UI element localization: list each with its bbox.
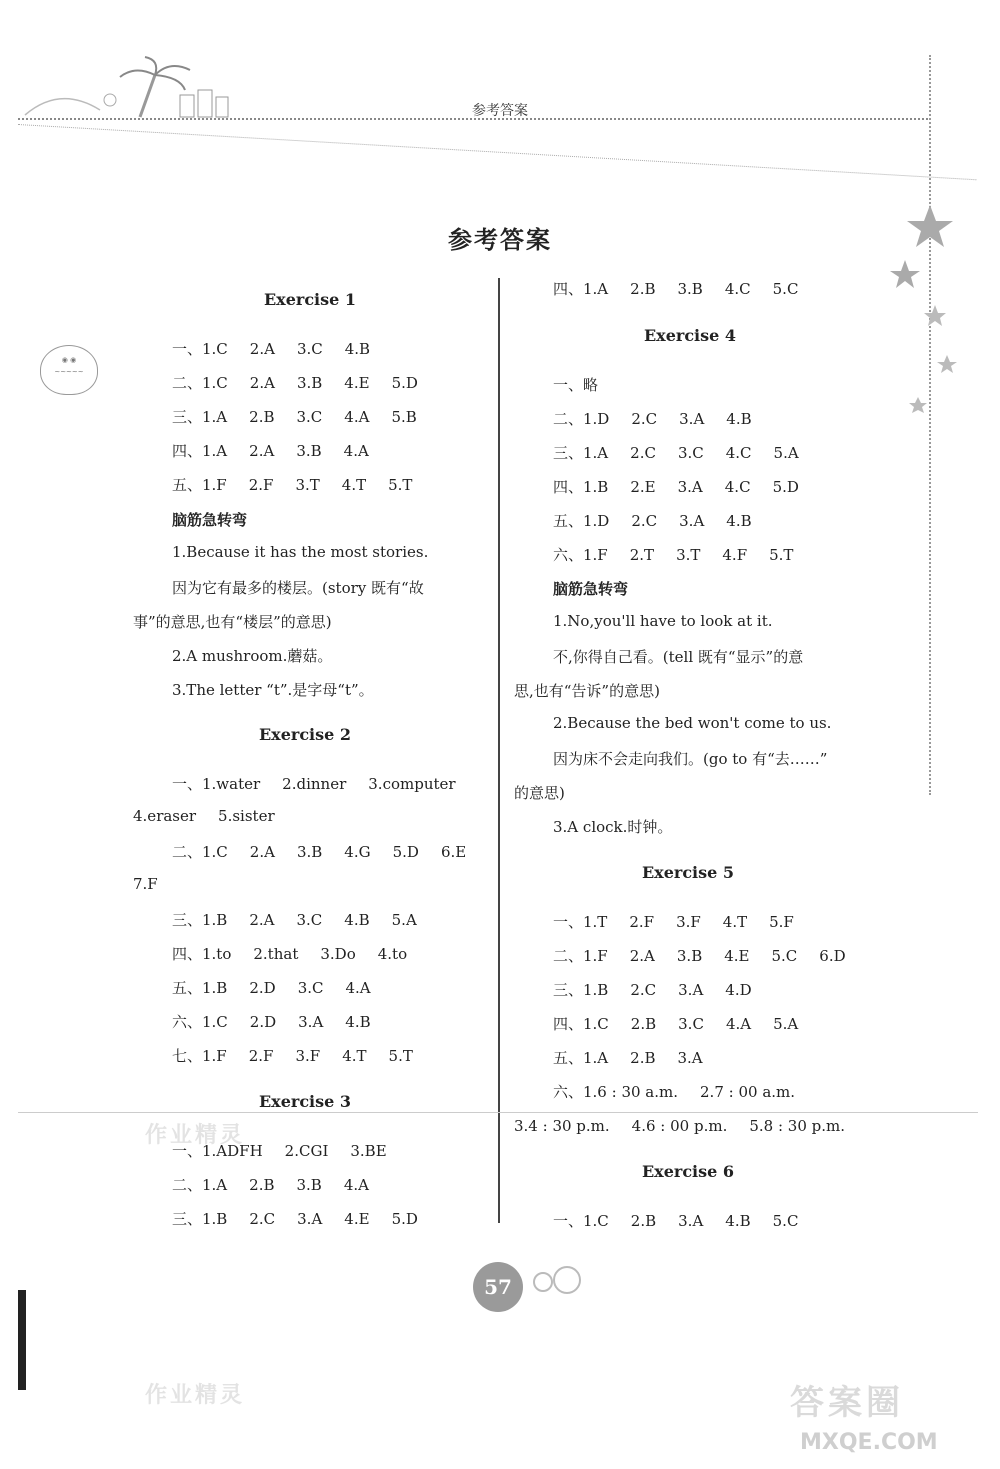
ex1-answer-line: 五、1.F 2.F 3.T 4.T 5.T <box>172 476 413 494</box>
ex4-answer-line: 二、1.D 2.C 3.A 4.B <box>553 410 752 428</box>
brain-teaser-line: 3.The letter “t”.是字母“t”。 <box>172 681 374 699</box>
ex2-answer-line: 4.eraser 5.sister <box>133 807 275 825</box>
brain-teaser-line: 的意思) <box>514 784 565 802</box>
exercise-6-title: Exercise 6 <box>641 1162 735 1181</box>
ex3-answer-line: 三、1.B 2.C 3.A 4.E 5.D <box>172 1210 418 1228</box>
brain-teaser-line: 事”的意思,也有“楼层”的意思) <box>133 613 332 631</box>
brain-teaser-line: 3.A clock.时钟。 <box>553 818 673 836</box>
brain-teaser-line: 1.Because it has the most stories. <box>172 543 429 561</box>
header-dotted-line-slanted <box>18 124 976 180</box>
ex5-answer-line: 六、1.6 : 30 a.m. 2.7 : 00 a.m. <box>553 1083 796 1101</box>
brain-teaser-title: 脑筋急转弯 <box>172 511 248 529</box>
ex2-answer-line: 二、1.C 2.A 3.B 4.G 5.D 6.E <box>172 843 467 861</box>
ex4-answer-line: 一、略 <box>553 376 599 394</box>
ex2-answer-line: 四、1.to 2.that 3.Do 4.to <box>172 945 408 963</box>
brain-teaser-line: 因为床不会走向我们。(go to 有“去……” <box>553 750 828 768</box>
brain-teaser-line: 思,也有“告诉”的意思) <box>514 682 660 700</box>
ex5-answer-line: 3.4 : 30 p.m. 4.6 : 00 p.m. 5.8 : 30 p.m. <box>514 1117 846 1135</box>
brain-teaser-line: 不,你得自己看。(tell 既有“显示”的意 <box>553 648 804 666</box>
ex1-answer-line: 一、1.C 2.A 3.C 4.B <box>172 340 371 358</box>
ex2-answer-line: 三、1.B 2.A 3.C 4.B 5.A <box>172 911 417 929</box>
brain-teaser-line: 2.A mushroom.蘑菇。 <box>172 647 333 665</box>
ex3-answer-line: 四、1.A 2.B 3.B 4.C 5.C <box>553 280 799 298</box>
ex2-answer-line: 七、1.F 2.F 3.F 4.T 5.T <box>172 1047 413 1065</box>
ex5-answer-line: 三、1.B 2.C 3.A 4.D <box>553 981 752 999</box>
exercise-2-title: Exercise 2 <box>258 725 352 744</box>
watermark-side-text: 作业精灵 <box>145 1123 246 1148</box>
brain-teaser-line: 因为它有最多的楼层。(story 既有“故 <box>172 579 424 597</box>
stamp-logo: ◉ ◉ ~~~~~ <box>40 345 98 395</box>
ex5-answer-line: 一、1.T 2.F 3.F 4.T 5.F <box>553 913 794 931</box>
ex2-answer-line: 六、1.C 2.D 3.A 4.B <box>172 1013 371 1031</box>
ex5-answer-line: 五、1.A 2.B 3.A <box>553 1049 703 1067</box>
ex2-answer-line: 五、1.B 2.D 3.C 4.A <box>172 979 371 997</box>
ex4-answer-line: 五、1.D 2.C 3.A 4.B <box>553 512 752 530</box>
exercise-1-title: Exercise 1 <box>263 290 357 309</box>
column-divider <box>498 278 500 1223</box>
ex1-answer-line: 三、1.A 2.B 3.C 4.A 5.B <box>172 408 417 426</box>
ex3-answer-line: 二、1.A 2.B 3.B 4.A <box>172 1176 369 1194</box>
exercise-3-title: Exercise 3 <box>258 1092 352 1111</box>
exercise-5-title: Exercise 5 <box>641 863 735 882</box>
ex5-answer-line: 四、1.C 2.B 3.C 4.A 5.A <box>553 1015 799 1033</box>
ex4-answer-line: 六、1.F 2.T 3.T 4.F 5.T <box>553 546 794 564</box>
right-dotted-border <box>929 55 931 795</box>
ex6-answer-line: 一、1.C 2.B 3.A 4.B 5.C <box>553 1212 799 1230</box>
ex1-answer-line: 二、1.C 2.A 3.B 4.E 5.D <box>172 374 418 392</box>
ex3-answer-line: 一、1.ADFH 2.CGI 3.BE <box>172 1142 387 1160</box>
scan-line <box>18 1112 978 1113</box>
header-title: 参考答案 <box>472 103 528 119</box>
brain-teaser-line: 2.Because the bed won't come to us. <box>553 714 832 732</box>
ex4-answer-line: 三、1.A 2.C 3.C 4.C 5.A <box>553 444 799 462</box>
ex1-answer-line: 四、1.A 2.A 3.B 4.A <box>172 442 369 460</box>
page-title: 参考答案 <box>448 226 552 254</box>
ex2-answer-line: 7.F <box>133 875 158 893</box>
scan-edge <box>18 1290 26 1390</box>
watermark-logo: 答案圈 <box>790 1383 904 1423</box>
page-number: 57 <box>473 1262 523 1312</box>
watermark-side-text: 作业精灵 <box>145 1383 246 1408</box>
circle-decoration <box>553 1266 581 1294</box>
brain-teaser-line: 1.No,you'll have to look at it. <box>553 612 773 630</box>
ex5-answer-line: 二、1.F 2.A 3.B 4.E 5.C 6.D <box>553 947 846 965</box>
ex4-answer-line: 四、1.B 2.E 3.A 4.C 5.D <box>553 478 799 496</box>
circle-decoration <box>533 1272 553 1292</box>
exercise-4-title: Exercise 4 <box>643 326 737 345</box>
brain-teaser-title: 脑筋急转弯 <box>553 580 629 598</box>
ex2-answer-line: 一、1.water 2.dinner 3.computer <box>172 775 456 793</box>
watermark-url: MXQE.COM <box>800 1430 938 1455</box>
